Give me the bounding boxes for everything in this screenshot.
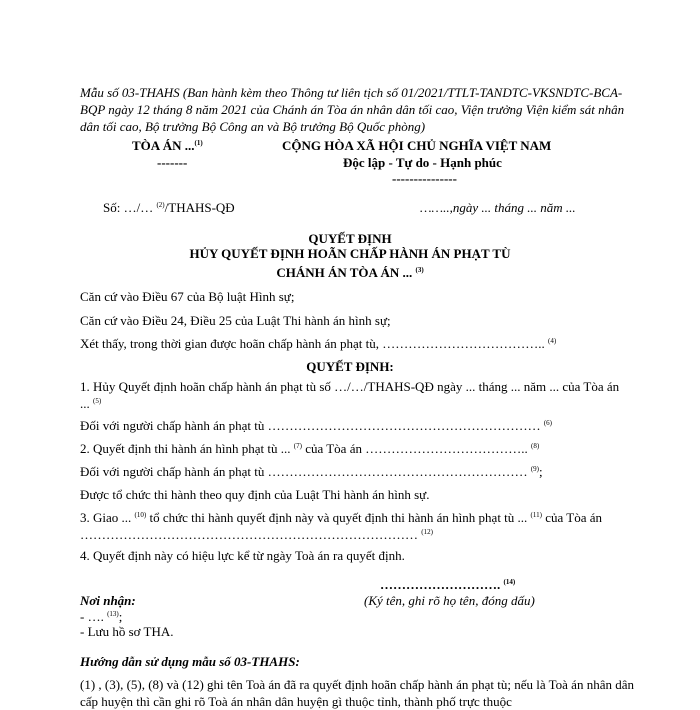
motto-dashes: --------------- [392, 171, 457, 186]
recipient-1-sup: (13) [107, 610, 119, 618]
item-3 [80, 509, 620, 543]
item-3-sup2: (11) [530, 511, 542, 519]
court-name [132, 138, 203, 154]
number-sup: (2) [156, 201, 165, 209]
decision-heading: QUYẾT ĐỊNH: [306, 359, 394, 374]
decision-number [103, 200, 235, 216]
item-1-text: 1. Hủy Quyết định hoãn chấp hành án phạt tù số …/…/THAHS-QĐ ngày ... tháng ... năm ... của Tòa án ... [80, 379, 620, 411]
item-1b [80, 418, 552, 434]
guide-text: (1) , (3), (5), (8) và (12) ghi tên Toà án đã ra quyết định hoãn chấp hành án phạt tù; nếu là Toà án nhân dân cấp huyện thì cần ghi rõ Toà án nhân dân huyện gì thuộc tỉnh, thành phố trực thuộc [80, 677, 634, 709]
recipient-2: - Lưu hồ sơ THA. [80, 624, 174, 639]
nation-title: CỘNG HÒA XÃ HỘI CHỦ NGHĨA VIỆT NAM [282, 138, 552, 153]
item-1b-text: Đối với người chấp hành án phạt tù ……………………………………………………… [80, 418, 544, 433]
court-dashes: ------- [157, 155, 188, 170]
court-sup: (1) [194, 139, 203, 147]
signature-sup: (14) [503, 578, 516, 586]
item-4: 4. Quyết định này có hiệu lực kể từ ngày Toà án ra quyết định. [80, 548, 405, 563]
item-2-sup2: (8) [530, 442, 540, 450]
basis-1: Căn cứ vào Điều 67 của Bộ luật Hình sự; [80, 289, 295, 304]
item-2b-end: ; [539, 464, 543, 479]
basis-3-text: Xét thấy, trong thời gian được hoãn chấp hành án phạt tù, ……………………………….. [80, 336, 549, 351]
item-3-sup1: (10) [134, 511, 147, 519]
item-2 [80, 441, 539, 457]
basis-3-sup: (4) [548, 337, 557, 345]
item-2-text: 2. Quyết định thi hành án hình phạt tù ... [80, 441, 294, 456]
item-3c: của Tòa án …………………………………………………………………… [80, 510, 602, 542]
item-1-sup: (5) [93, 397, 102, 405]
court-name-text: TÒA ÁN ... [132, 138, 195, 153]
basis-3 [80, 336, 556, 352]
title-line3 [0, 265, 700, 281]
number-prefix: Số: …/… [103, 200, 157, 215]
item-2b-text: Đối với người chấp hành án phạt tù …………………………………………………… [80, 464, 531, 479]
motto: Độc lập - Tự do - Hạnh phúc [343, 155, 502, 170]
signature-dots-text: ………………………. [380, 577, 504, 592]
recipients-label: Nơi nhận: [80, 593, 136, 608]
recipient-1 [80, 609, 122, 625]
item-1 [80, 378, 620, 412]
title-line3-sup: (3) [415, 266, 424, 274]
number-suffix: /THAHS-QĐ [164, 200, 235, 215]
item-2b-sup: (9) [530, 465, 540, 473]
item-2-mid: của Tòa án ……………………………….. [301, 441, 531, 456]
item-3a: 3. Giao ... [80, 510, 135, 525]
guide-heading: Hướng dẫn sử dụng mẫu số 03-THAHS: [80, 654, 300, 669]
basis-2: Căn cứ vào Điều 24, Điều 25 của Luật Thi hành án hình sự; [80, 313, 391, 328]
item-2c: Được tổ chức thi hành theo quy định của Luật Thi hành án hình sự. [80, 487, 430, 502]
form-intro: Mẫu số 03-THAHS (Ban hành kèm theo Thông tư liên tịch số 01/2021/TTLT-TANDTC-VKSNDTC-BCA-BQP ngày 12 tháng 8 năm 2021 của Chánh án Tòa án nhân dân tối cao, Viện trưởng Viện kiểm sát nhân dân tối cao, Bộ trưởng Bộ Công an và Bộ trưởng Bộ Quốc phòng) [80, 85, 625, 134]
item-2b [80, 464, 543, 480]
item-2-sup: (7) [293, 442, 302, 450]
date-line: ……..,ngày ... tháng ... năm ... [420, 200, 576, 215]
signature-dots [380, 577, 515, 593]
title-line1: QUYẾT ĐỊNH [308, 231, 392, 246]
item-3b: tổ chức thi hành quyết định này và quyết định thi hành án hình phạt tù ... [146, 510, 531, 525]
recipient-1-text: - …. [80, 609, 108, 624]
title-line2: HỦY QUYẾT ĐỊNH HOÃN CHẤP HÀNH ÁN PHẠT TÙ [189, 246, 511, 261]
item-3-sup3: (12) [421, 528, 433, 536]
title-line3-text: CHÁNH ÁN TÒA ÁN ... [276, 265, 416, 280]
item-1b-sup: (6) [543, 419, 553, 427]
signature-note: (Ký tên, ghi rõ họ tên, đóng dấu) [364, 593, 535, 608]
recipient-1-end: ; [118, 609, 123, 624]
